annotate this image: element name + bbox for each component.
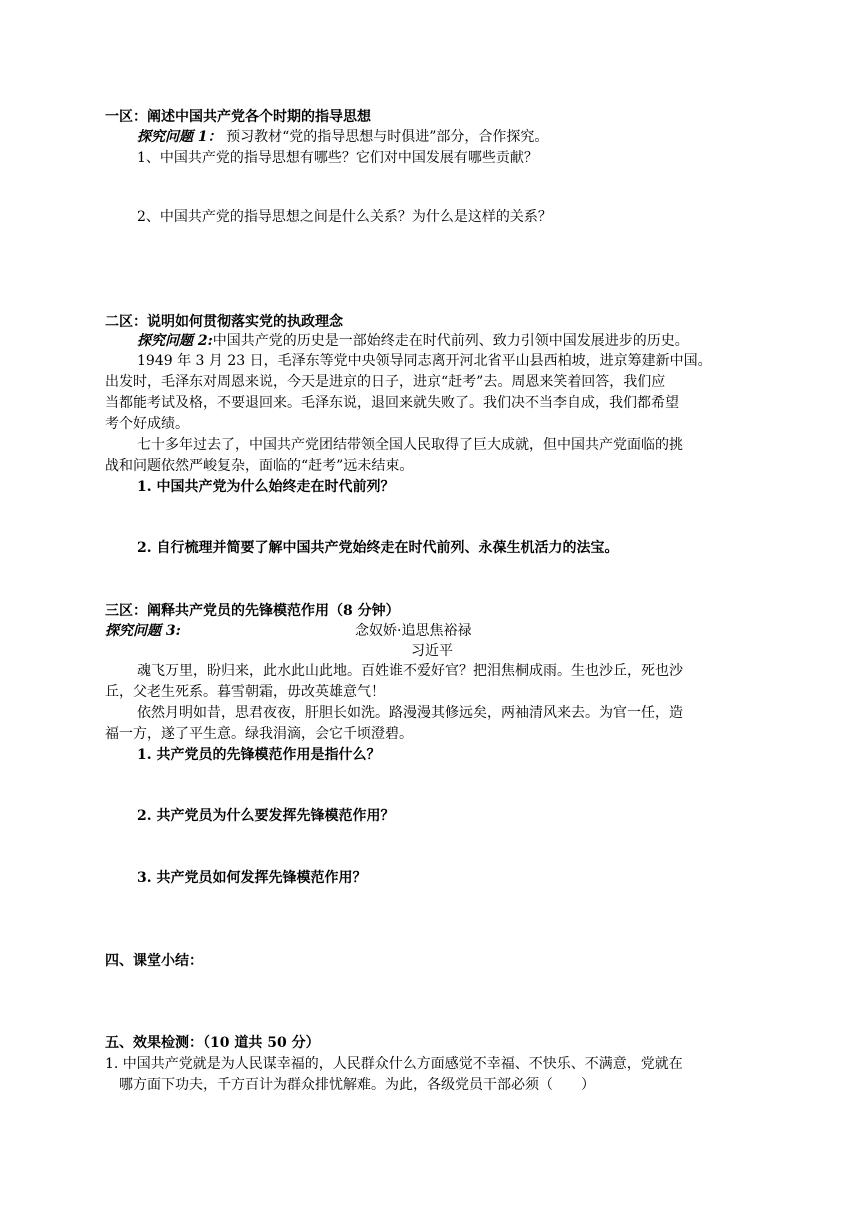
s2-question-1: 1. 中国共产党为什么始终走在时代前列？ <box>137 479 395 495</box>
s5-question-1-line-1: 1. 中国共产党就是为人民谋幸福的，人民群众什么方面感觉不幸福、不快乐、不满意，党就在 <box>105 1056 683 1072</box>
inquiry-2-label: 探究问题 2: <box>137 333 213 349</box>
poem-line-4: 福一方，遂了平生意。绿我涓滴，会它千顷澄碧。 <box>105 726 413 742</box>
s2-paragraph-1-line-1: 1949 年 3 月 23 日，毛泽东等党中央领导同志离开河北省平山县西柏坡，进京筹建新中国。 <box>137 353 712 369</box>
s2-question-2: 2. 自行梳理并简要了解中国共产党始终走在时代前列、永葆生机活力的法宝。 <box>137 540 619 556</box>
s5-question-1-line-2: 哪方面下功夫，千方百计为群众排忧解难。为此，各级党员干部必须（ ） <box>119 1077 595 1093</box>
s3-question-3: 3. 共产党员如何发挥先锋模范作用？ <box>137 870 367 886</box>
poem-author: 习近平 <box>411 643 453 659</box>
s1-question-1: 1、中国共产党的指导思想有哪些？它们对中国发展有哪些贡献？ <box>137 150 538 166</box>
s2-paragraph-1-line-3: 当都能考试及格，不要退回来。毛泽东说，退回来就失败了。我们决不当李自成，我们都希望 <box>105 395 679 411</box>
inquiry-3-label: 探究问题 3: <box>105 623 181 639</box>
poem-line-1: 魂飞万里，盼归来，此水此山此地。百姓谁不爱好官？把泪焦桐成雨。生也沙丘，死也沙 <box>137 663 683 679</box>
s2-paragraph-2-line-1: 七十多年过去了，中国共产党团结带领全国人民取得了巨大成就，但中国共产党面临的挑 <box>137 437 683 453</box>
s2-paragraph-2-line-2: 战和问题依然严峻复杂，面临的“赶考”远未结束。 <box>105 458 414 474</box>
section-3-heading: 三区：阐释共产党员的先锋模范作用（8 分钟） <box>105 603 400 619</box>
s3-question-1: 1. 共产党员的先锋模范作用是指什么？ <box>137 747 381 763</box>
section-4-heading: 四、课堂小结： <box>105 953 203 969</box>
inquiry-1 <box>137 127 548 147</box>
section-1-heading: 一区：阐述中国共产党各个时期的指导思想 <box>105 109 371 125</box>
inquiry-2 <box>137 331 689 351</box>
section-5-heading: 五、效果检测：（10 道共 50 分） <box>105 1035 320 1051</box>
s3-question-2: 2. 共产党员为什么要发挥先锋模范作用？ <box>137 808 395 824</box>
s2-paragraph-1-line-2: 出发时，毛泽东对周恩来说，今天是进京的日子，进京“赶考”去。周恩来笑着回答，我们应 <box>105 374 666 390</box>
inquiry-1-text: 预习教材“党的指导思想与时俱进”部分，合作探究。 <box>221 129 549 145</box>
s2-paragraph-1-line-4: 考个好成绩。 <box>105 416 189 432</box>
poem-line-3: 依然月明如昔，思君夜夜，肝胆长如洗。路漫漫其修远矣，两袖清风来去。为官一任，造 <box>137 705 683 721</box>
poem-line-2: 丘，父老生死系。暮雪朝霜，毋改英雄意气！ <box>105 684 385 700</box>
poem-title: 念奴娇·追思焦裕禄 <box>355 623 472 639</box>
inquiry-2-text: 中国共产党的历史是一部始终走在时代前列、致力引领中国发展进步的历史。 <box>212 333 689 349</box>
section-2-heading: 二区：说明如何贯彻落实党的执政理念 <box>105 314 343 330</box>
s1-question-2: 2、中国共产党的指导思想之间是什么关系？为什么是这样的关系？ <box>137 209 552 225</box>
inquiry-1-label: 探究问题 1： <box>137 129 222 145</box>
